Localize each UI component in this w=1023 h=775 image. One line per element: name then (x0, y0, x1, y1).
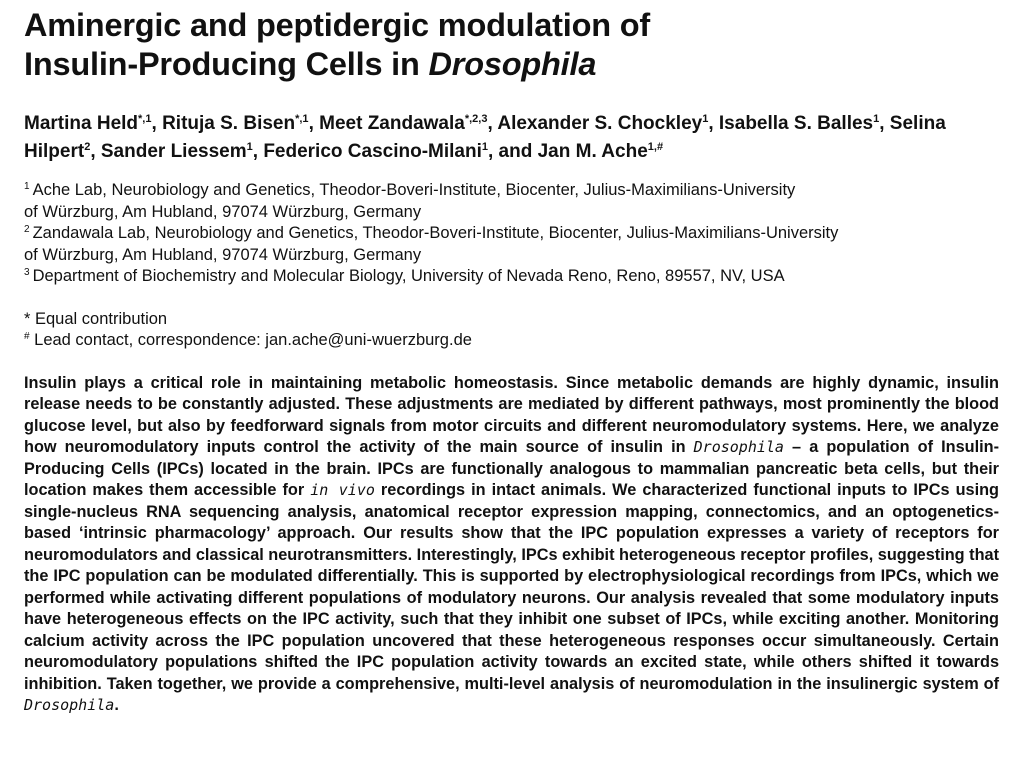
author-separator: , (879, 113, 890, 134)
footnotes (24, 309, 999, 352)
author-name: Sander Liessem (100, 141, 247, 162)
paper-title (24, 6, 999, 84)
author-separator: , (90, 141, 101, 162)
author-name: Selina Hilpert (24, 113, 946, 162)
author (719, 113, 890, 134)
affiliation (24, 180, 999, 223)
author-separator: , and (487, 141, 538, 162)
title-line-1: Aminergic and peptidergic modulation of (24, 7, 650, 43)
author-affiliation-mark: 1 (481, 141, 488, 153)
author (162, 113, 319, 134)
author-separator: , (252, 141, 264, 162)
author-affiliation-mark: 1,# (647, 141, 664, 153)
abstract-text-2: – a population of Insulin-Producing Cells (IPCs) located in the brain. IPCs are functionally analogous to mammalian pancreatic beta cells, but their location makes them accessible for (24, 438, 999, 499)
abstract-text-4: . (114, 696, 119, 714)
lead-contact-note (24, 330, 999, 352)
affiliation (24, 266, 999, 288)
affiliation-number: 2 (24, 224, 30, 235)
author (538, 141, 663, 162)
author (24, 113, 162, 134)
author-affiliation-mark: 1 (873, 113, 880, 125)
affiliation (24, 223, 999, 266)
abstract (24, 373, 999, 717)
author-name: Martina Held (24, 113, 139, 134)
author-name: Rituja S. Bisen (162, 113, 296, 134)
paper-page (24, 0, 999, 717)
author (497, 113, 719, 134)
lead-contact-mark: # (24, 331, 30, 342)
author (319, 113, 497, 134)
author-separator: , (151, 113, 163, 134)
abstract-text-3: recordings in intact animals. We characterized functional inputs to IPCs using single-nucleus RNA sequencing analysis, anatomical receptor expression mapping, connectomics, and an optogenetics-based ‘intrinsic pharmacology’ approach. Our results show that the IPC population expresses a variety of receptors for neuromodulators and classical neurotransmitters. Interestingly, IPCs exhibit heterogeneous receptor profiles, suggesting that the IPC population can be modulated differentially. This is supported by electrophysiological recordings from IPCs, which we performed while activating different populations of modulatory neurons. Our analysis revealed that some modulatory inputs have heterogeneous effects on the IPC activity, such that they inhibit one subset of IPCs, while exciting another. Monitoring calcium activity across the IPC population uncovered that these heterogeneous responses occur simultaneously. Certain neuromodulatory populations shifted the IPC population activity towards an excited state, while others shifted it towards inhibition. Taken together, we provide a comprehensive, multi-level analysis of neuromodulation in the insulinergic system of (24, 481, 999, 693)
title-line-2: Insulin-Producing Cells in (24, 46, 429, 82)
author-name: Meet Zandawala (319, 113, 465, 134)
author-name: Federico Cascino-Milani (263, 141, 482, 162)
author-affiliation-mark: *,1 (138, 113, 152, 125)
author-list (24, 110, 999, 166)
author-separator: , (708, 113, 719, 134)
author-name: Jan M. Ache (537, 141, 648, 162)
lead-contact-text: Lead contact, correspondence: jan.ache@uni-wuerzburg.de (29, 331, 472, 349)
author-name: Isabella S. Balles (718, 113, 874, 134)
equal-contribution-note: * Equal contribution (24, 309, 168, 328)
abstract-text-1: Insulin plays a critical role in maintaining metabolic homeostasis. Since metabolic demands are highly dynamic, insulin release needs to be constantly adjusted. These adjustments are mediated by different pathways, most prominently the blood glucose level, but also by feedforward signals from motor circuits and different neuromodulatory systems. Here, we analyze how neuromodulatory inputs control the activity of the main source of insulin in (24, 373, 999, 456)
author-affiliation-mark: 1 (702, 113, 709, 125)
author-separator: , (308, 113, 320, 134)
abstract-species-2: Drosophila (24, 696, 115, 714)
affiliation-line-1: Department of Biochemistry and Molecular Biology, University of Nevada Reno, Reno, 89557, NV, USA (32, 267, 785, 285)
author (263, 141, 537, 162)
affiliation-line-1: Zandawala Lab, Neurobiology and Genetics, Theodor-Boveri-Institute, Biocenter, Julius-Maximilians-University (32, 224, 839, 242)
abstract-in-vivo: in vivo (310, 481, 375, 499)
author-affiliation-mark: 1 (246, 141, 253, 153)
abstract-species-1: Drosophila (693, 438, 784, 456)
affiliation-line-2: of Würzburg, Am Hubland, 97074 Würzburg, Germany (24, 245, 422, 264)
author-affiliation-mark: *,2,3 (464, 113, 488, 125)
title-species: Drosophila (428, 46, 597, 82)
affiliation-line-2: of Würzburg, Am Hubland, 97074 Würzburg, Germany (24, 202, 422, 221)
author-affiliation-mark: 2 (84, 141, 91, 153)
author-name: Alexander S. Chockley (497, 113, 703, 134)
author (101, 141, 263, 162)
author-separator: , (487, 113, 498, 134)
affiliation-line-1: Ache Lab, Neurobiology and Genetics, Theodor-Boveri-Institute, Biocenter, Julius-Maximilians-University (32, 181, 796, 199)
affiliation-number: 1 (24, 181, 30, 192)
affiliation-list (24, 180, 999, 288)
affiliation-number: 3 (24, 267, 30, 278)
author-affiliation-mark: *,1 (295, 113, 309, 125)
